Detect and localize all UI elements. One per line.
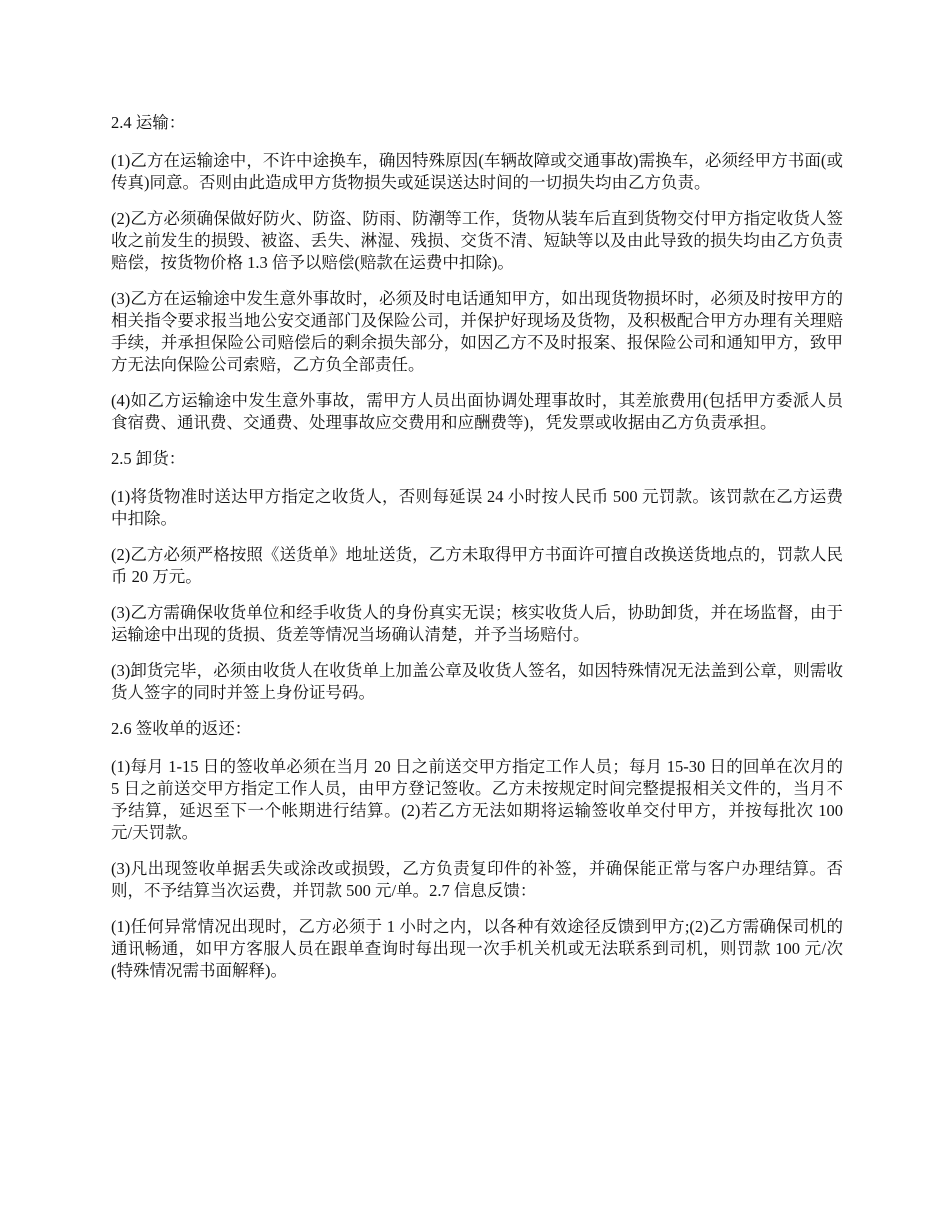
document-body [111, 112, 843, 996]
paragraph-feedback-1: (1)任何异常情况出现时，乙方必须于 1 小时之内，以各种有效途径反馈到甲方;(2)乙方需确保司机的通讯畅通，如甲方客服人员在跟单查询时每出现一次手机关机或无法联系到司机，则罚款 100 元/次(特殊情况需书面解释)。 [111, 917, 843, 980]
paragraph-receipt-1: (1)每月 1-15 日的签收单必须在当月 20 日之前送交甲方指定工作人员；每月 15-30 日的回单在次月的 5 日之前送交甲方指定工作人员，由甲方登记签收。乙方未按规定时间完整提报相关文件的，当月不予结算，延迟至下一个帐期进行结算。(2)若乙方无法如期将运输签收单交付甲方，并按每批次 100 元/天罚款。 [111, 757, 843, 842]
paragraph-transport-2: (2)乙方必须确保做好防火、防盗、防雨、防潮等工作，货物从装车后直到货物交付甲方指定收货人签收之前发生的损毁、被盗、丢失、淋湿、残损、交货不清、短缺等以及由此导致的损失均由乙方负责赔偿，按货物价格 1.3 倍予以赔偿(赔款在运费中扣除)。 [111, 209, 843, 272]
paragraph-unloading-1: (1)将货物准时送达甲方指定之收货人，否则每延误 24 小时按人民币 500 元罚款。该罚款在乙方运费中扣除。 [111, 487, 843, 528]
paragraph-receipt-2: (3)凡出现签收单据丢失或涂改或损毁，乙方负责复印件的补签，并确保能正常与客户办理结算。否则，不予结算当次运费，并罚款 500 元/单。2.7 信息反馈： [111, 859, 843, 900]
section-heading-transport: 2.4 运输： [111, 113, 186, 132]
paragraph-transport-3: (3)乙方在运输途中发生意外事故时，必须及时电话通知甲方，如出现货物损坏时，必须及时按甲方的相关指令要求报当地公安交通部门及保险公司，并保护好现场及货物，及积极配合甲方办理有关理赔手续，并承担保险公司赔偿后的剩余损失部分，如因乙方不及时报案、报保险公司和通知甲方，致甲方无法向保险公司索赔，乙方负全部责任。 [111, 289, 843, 374]
paragraph-unloading-4: (3)卸货完毕，必须由收货人在收货单上加盖公章及收货人签名，如因特殊情况无法盖到公章，则需收货人签字的同时并签上身份证号码。 [111, 661, 843, 702]
paragraph-transport-1: (1)乙方在运输途中，不许中途换车，确因特殊原因(车辆故障或交通事故)需换车，必须经甲方书面(或传真)同意。否则由此造成甲方货物损失或延误送达时间的一切损失均由乙方负责。 [111, 151, 843, 192]
paragraph-unloading-3: (3)乙方需确保收货单位和经手收货人的身份真实无误；核实收货人后，协助卸货，并在场监督，由于运输途中出现的货损、货差等情况当场确认清楚，并予当场赔付。 [111, 603, 843, 644]
paragraph-unloading-2: (2)乙方必须严格按照《送货单》地址送货，乙方未取得甲方书面许可擅自改换送货地点的，罚款人民币 20 万元。 [111, 545, 843, 586]
section-heading-receipt-return: 2.6 签收单的返还： [111, 719, 252, 738]
paragraph-transport-4: (4)如乙方运输途中发生意外事故，需甲方人员出面协调处理事故时，其差旅费用(包括甲方委派人员食宿费、通讯费、交通费、处理事故应交费用和应酬费等)，凭发票或收据由乙方负责承担。 [111, 391, 843, 432]
section-heading-unloading: 2.5 卸货： [111, 449, 186, 468]
